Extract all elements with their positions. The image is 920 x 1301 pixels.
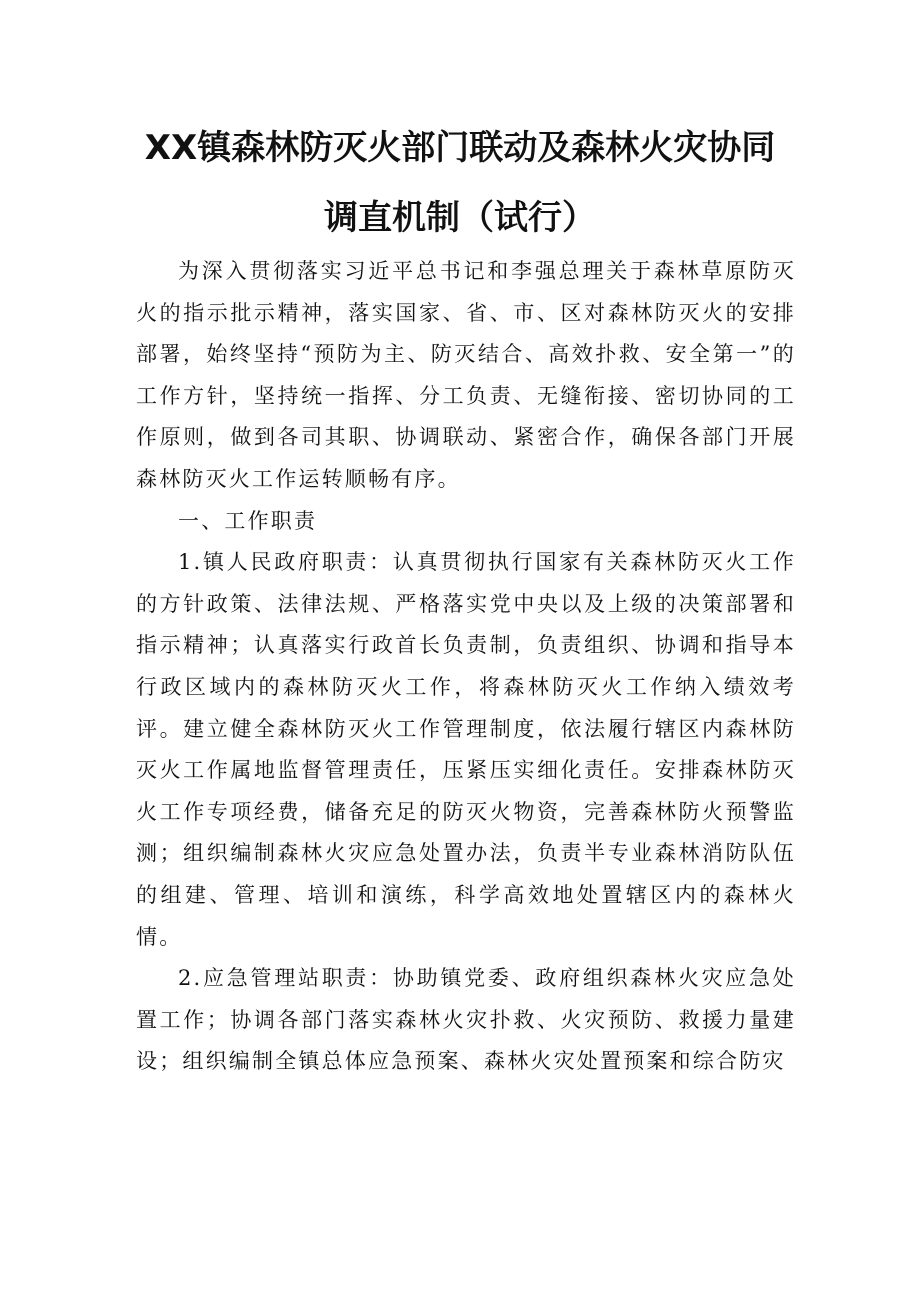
intro-paragraph: 为深入贯彻落实习近平总书记和李强总理关于森林草原防灭火的指示批示精神，落实国家、省、市、区对森林防灭火的安排部署，始终坚持“预防为主、防灭结合、高效扑救、安全第一”的工作方针，坚持统一指挥、分工负责、无缝衔接、密切协同的工作原则，做到各司其职、协调联动、紧密合作，确保各部门开展森林防灭火工作运转顺畅有序。 <box>136 259 796 491</box>
document-title-line-2: 调直机制（试行） <box>324 198 596 238</box>
document-title-line-1: XX镇森林防灭火部门联动及森林火灾协同 <box>144 128 776 168</box>
duty-paragraph-emergency-station: 2.应急管理站职责：协助镇党委、政府组织森林火灾应急处置工作；协调各部门落实森林火灾扑救、火灾预防、救援力量建设；组织编制全镇总体应急预案、森林火灾处置预案和综合防灾 <box>136 966 796 1074</box>
document-body <box>136 251 796 1083</box>
section-heading-work-duties: 一、工作职责 <box>178 508 318 533</box>
duty-paragraph-town-government: 1.镇人民政府职责：认真贯彻执行国家有关森林防灭火工作的方针政策、法律法规、严格落实党中央以及上级的决策部署和指示精神；认真落实行政首长负责制，负责组织、协调和指导本行政区域内的森林防灭火工作，将森林防灭火工作纳入绩效考评。建立健全森林防灭火工作管理制度，依法履行辖区内森林防灭火工作属地监督管理责任，压紧压实细化责任。安排森林防灭火工作专项经费，储备充足的防灭火物资，完善森林防火预警监测；组织编制森林火灾应急处置办法，负责半专业森林消防队伍的组建、管理、培训和演练，科学高效地处置辖区内的森林火情。 <box>136 550 796 949</box>
